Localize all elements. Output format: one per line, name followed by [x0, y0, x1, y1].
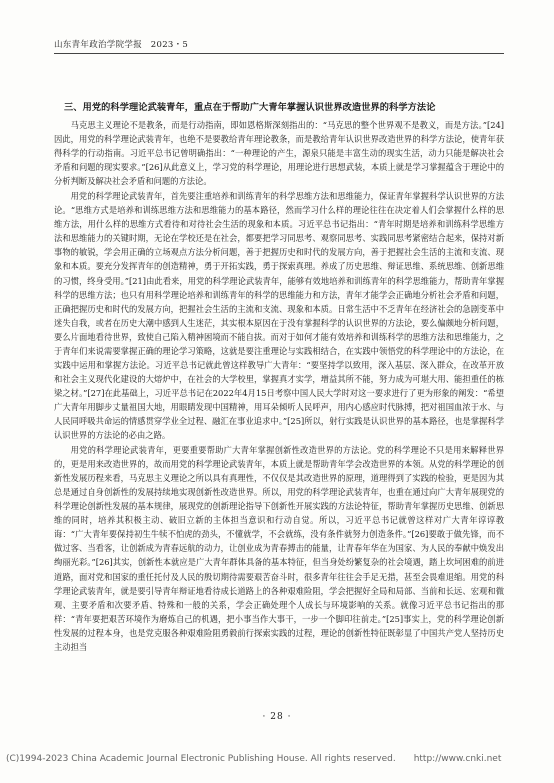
- paragraph-3: 用党的科学理论武装青年，更要重要帮助广大青年掌握创新性改造世界的方法论。党的科学理论不只是用来解释世界的，更是用来改造世界的，故而用党的科学理论武装青年，本质上就是帮助青年学会改造世界的本领。从党的科学理论的创新性发展历程来看，马克思主义理论之所以具有真理性，不仅仅是其改造世界的原理，道理得到了实践的检验，更是因为其总是通过自身创新性的发展持续地实现创新性改造世界。所以，用党的科学理论武装青年，也重在通过向广大青年展现党的科学理论创新性发展的基本规律，展现党的创新理论指导下创新性开展实践的方法论特征，帮助青年掌握历史思维、创新思维的同时，培养其积极主动、破旧立新的主体担当意识和行动自觉。所以，习近平总书记就曾这样对广大青年谆谆教诲：“广大青年要保持初生牛犊不怕虎的劲头，不懂就学，不会就练，没有条件就努力创造条件。”[26]要敢于做先锋，而不做过客、当看客，让创新成为青春远航的动力，让创业成为青春搏击的能量，让青春年华在为国家、为人民的奉献中焕发出绚丽光彩。”[26]其实，创新性本就应是广大青年群体具备的基本特征，但当身处纷繁复杂的社会境遇，踏上坎坷困难的前进道路，面对党和国家的重任托付及人民的殷切期待需要艰苦奋斗时，很多青年往往会手足无措，甚至会畏难退缩。用党的科学理论武装青年，就是要引导青年辩证地看待成长道路上的各种艰难险阻，学会把握好全局和局部、当前和长远、宏观和微观、主要矛盾和次要矛盾、特殊和一般的关系，学会正确处理个人成长与环境影响的关系。就像习近平总书记指出的那样：“青年要把艰苦环境作为磨炼自己的机遇，把小事当作大事干，一步一个脚印往前走。”[25]事实上，党的科学理论创新性发展的过程本身，也是党克服各种艰难险阻勇毅前行探索实践的过程，理论的创新性特征既彰显了中国共产党人坚持历史主动担当: [54, 445, 504, 652]
- article-body: [54, 118, 504, 655]
- page-number: · 28 ·: [262, 712, 292, 722]
- journal-title: 山东青年政治学院学报 2023・5: [54, 40, 189, 50]
- section-heading: 三、用党的科学理论武装青年，重点在于帮助广大青年掌握认识世界改造世界的科学方法论: [64, 102, 436, 113]
- paragraph-1: 马克思主义理论不是教条，而是行动指南，即如恩格斯深刻指出的：“马克思的整个世界观不是教义，而是方法。”[24]因此，用党的科学理论武装青年，也绝不是要教给青年理论教条，而是教给青年认识世界改造世界的科学方法论，使青年获得科学的行动指南。习近平总书记曾明确指出：“一种理论的产生，源泉只能是丰富生动的现实生活，动力只能是解决社会矛盾和问题的现实要求。”[26]从此意义上，学习党的科学理论，用理论进行思想武装，本质上就是学习掌握蕴含于理论中的分析判断及解决社会矛盾和问题的方法论。: [54, 120, 504, 187]
- running-header: [54, 38, 504, 54]
- copyright-footer: (C)1994-2023 China Academic Journal Electronic Publishing House. All rights reserved. http://www.cnki.net: [6, 754, 502, 764]
- paragraph-2: 用党的科学理论武装青年，首先要注重培养和训练青年的科学思维方法和思维能力，保证青年掌握科学认识世界的方法论。“思维方式是培养和训练思维方法和思维能力的基本路径，然而学习什么样的理论往往在决定着人们会掌握什么样的思维方法，用什么样的思维方式看待和对待社会生活的现象和本质。习近平总书记指出：“青年时期是培养和训练科学思维方法和思维能力的关键时期，无论在学校还是在社会，都要把学习同思考、观察同思考、实践同思考紧密结合起来，保持对新事物的敏锐，学会用正确的立场观点方法分析问题，善于把握历史和时代的发展方向，善于把握社会生活的主流和支流、现象和本质。要充分发挥青年的创造精神，勇于开拓实践，勇于探索真理。养成了历史思维、辩证思维、系统思维、创新思维的习惯，终身受用。”[21]由此看来，用党的科学理论武装青年，能够有效地培养和训练青年的科学思维能力，帮助青年掌握科学的思维方法；也只有用科学理论培养和训练青年的科学的思维能力和方法，青年才能学会正确地分析社会矛盾和问题，正确把握历史和时代的发展方向，把握社会生活的主流和支流、现象和本质。日常生活中不乏青年在经济社会的急剧变革中迷失自我，或者在历史大潮中感到人生迷茫，其实根本原因在于没有掌握科学的认识世界的方法论，要么偏颇地分析问题，要么片面地看待世界，致使自己陷入精神困境而不能自拔。而对于如何才能有效培养和训练科学的思维方法和思维能力，之于青年们来说需要掌握正确的理论学习策略，这就是要注重理论与实践相结合，在实践中领悟党的科学理论中的方法论，在实践中运用和掌握方法论。习近平总书记就此曾这样教导广大青年：“要坚持学以致用，深入基层、深入群众，在改革开放和社会主义现代化建设的大熔炉中，在社会的大学校里，掌握真才实学，增益其所不能，努力成为可堪大用、能担重任的栋梁之材。”[27]在此基础上，习近平总书记在2022年4月15日考察中国人民大学时对这一要求进行了更为形象的阐发：“希望广大青年用脚步丈量祖国大地，用眼睛发现中国精神，用耳朵倾听人民呼声，用内心感应时代脉搏，把对祖国血浓于水、与人民同呼吸共命运的情感贯穿学业全过程、融汇在事业追求中。”[25]所以，射行实践是认识世界的基本路径，也是掌握科学认识世界的方法论的必由之路。: [54, 191, 504, 441]
